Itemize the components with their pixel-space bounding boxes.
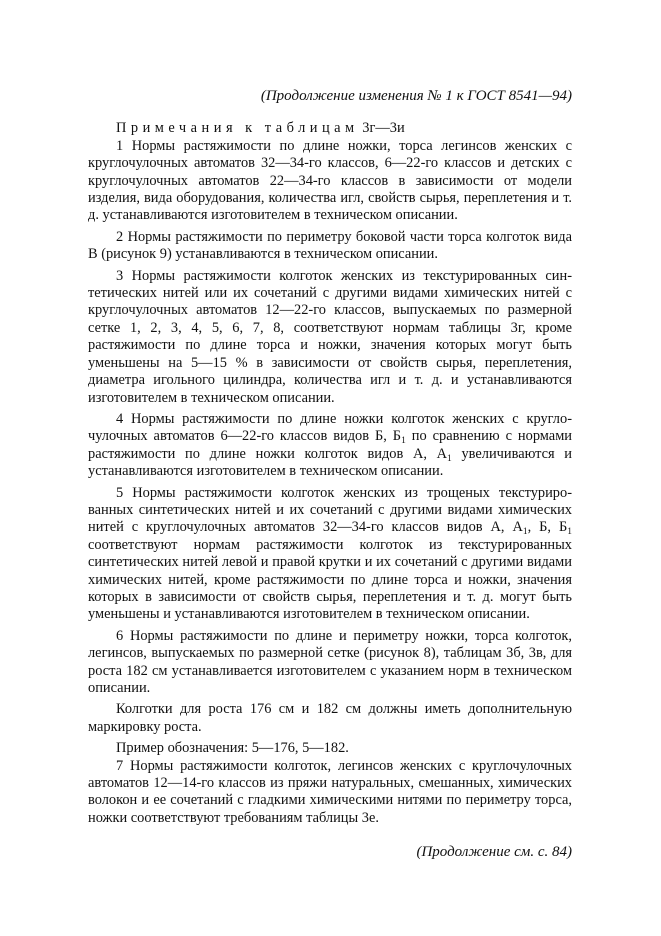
note-4-part-a: 4 Нормы растяжимости по длине ножки колготок женских с круглочулочных автоматов 6—22-го классов видов Б, Б (88, 410, 572, 445)
note-6-height-marking: Колготки для роста 176 см и 182 см должны иметь дополнительную маркировку роста. (88, 701, 572, 735)
note-2: 2 Нормы растяжимости по периметру боковой части торса колготок вида В (рисунок 9) устанавливаются в техническом описании. (88, 228, 572, 263)
subscript-1: 1 (522, 527, 528, 538)
subscript-1: 1 (447, 453, 452, 464)
note-6: 6 Нормы растяжимости по длине и периметру ножки, торса колготок, легинсов, выпускаемых по размерной сетке (рисунок 8), таблицам 3б, 3в, для роста 182 см устанавливается изготовителем с указанием норм в техническом описании. (88, 627, 572, 696)
note-5-part-b: , Б, Б (527, 519, 568, 536)
notes-title (88, 120, 572, 137)
note-5-part-c: соответствуют нормам растяжимости колготок из текстурированных синтетических нитей левой и правой крутки и их сочетаний с другими видами химических нитей, кроме растяжимости по длине торса и ножки, значения которых в зависимости от свойств сырья, переплетения и т. д. могут быть уменьшены и устанавливаются изготовителем в техническом описании. (88, 536, 572, 623)
notes-title-spaced: Примечания к таблицам (116, 120, 359, 137)
note-4-part-b: по сравнению с нормами растяжимости по длине ножки колготок видов А, А (88, 428, 572, 462)
subscript-1: 1 (401, 436, 406, 447)
notes-title-tables: 3г—3и (362, 120, 405, 137)
continuation-header: (Продолжение изменения № 1 к ГОСТ 8541—94) (260, 88, 572, 104)
continuation-footer: (Продолжение см. с. 84) (416, 844, 572, 861)
note-3: 3 Нормы растяжимости колготок женских из текстурированных синтетических нитей или их сочетаний с другими видами химических нитей с круглочулочных автоматов 12—22-го классов, выпускаемых по размерной сетке 1, 2, 3, 4, 5, 6, 7, 8, соответствуют нормам таблицы 3г, кроме растяжимости по длине торса и ножки, значения которых могут быть уменьшены на 5—15 % в зависимости от свойств сырья, переплетения, диаметра игольного цилиндра, количества игл и т. д. и устанавливаются изготовителем в техническом описании. (88, 267, 572, 406)
note-5 (88, 485, 572, 624)
note-4-part-c: увеличиваются и устанавливаются изготовителем в техническом описании. (88, 445, 572, 480)
note-1: 1 Нормы растяжимости по длине ножки, торса легинсов женских с круглочулочных автоматов 32—34-го классов, 6—22-го классов и детских с круглочулочных автоматов 22—34-го классов в зависимости от модели изделия, вида оборудования, количества игл, свойств сырья, переплетения и т. д. устанавливаются изготовителем в техническом описании. (88, 137, 572, 224)
note-4 (88, 411, 572, 481)
note-5-part-a: 5 Нормы растяжимости колготок женских из трощеных текстурированных синтетических нитей и их сочетаний с другими видами химических нитей с круглочулочных автоматов 32—34-го классов видов А, А (88, 484, 572, 536)
subscript-1: 1 (567, 527, 572, 538)
document-page (88, 88, 572, 862)
note-7: 7 Нормы растяжимости колготок, легинсов женских с круглочулочных автоматов 12—14-го классов из пряжи натуральных, смешанных, химических волокон и ее сочетаний с гладкими химическими нитями по периметру торса, ножки соответствуют требованиям таблицы 3е. (88, 757, 572, 826)
note-6-example: Пример обозначения: 5—176, 5—182. (116, 740, 349, 757)
